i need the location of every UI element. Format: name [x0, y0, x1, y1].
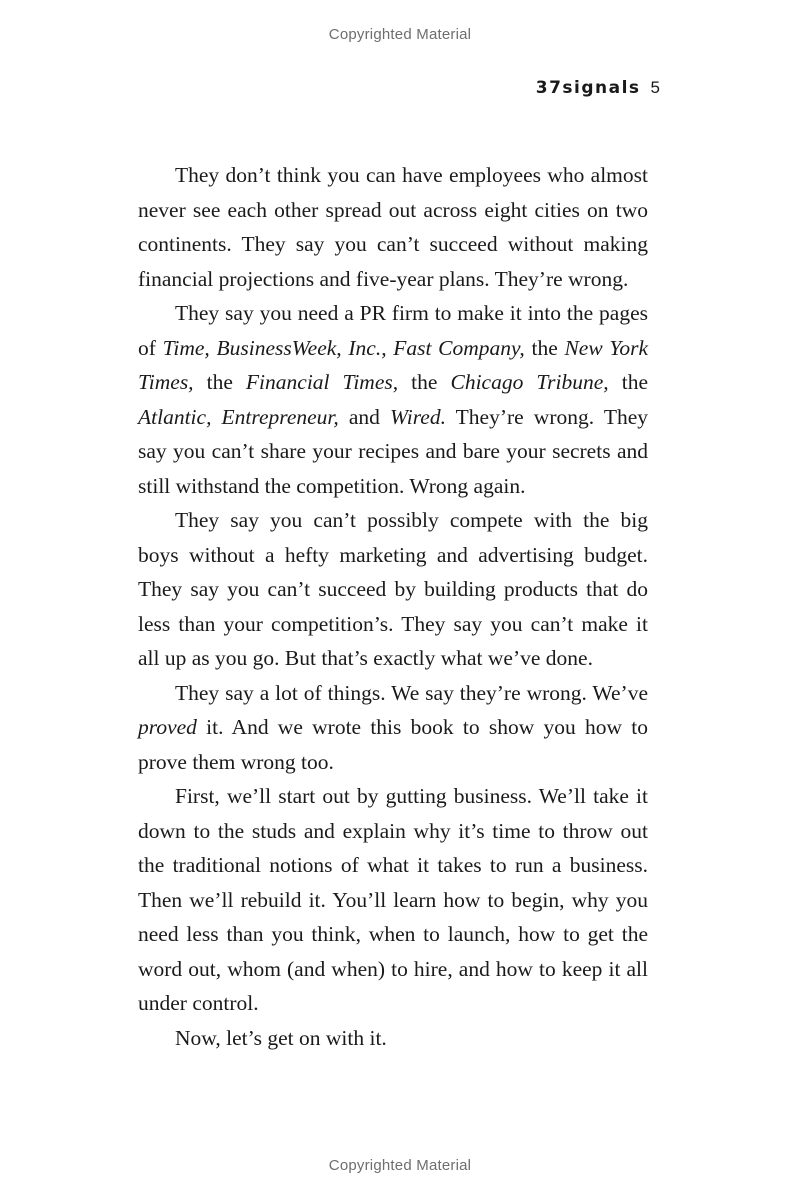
body-text	[138, 158, 648, 1055]
italic-run: New York Times,	[138, 335, 648, 394]
paragraph-6	[138, 1021, 648, 1056]
running-head	[536, 78, 660, 98]
running-head-title: 37signals	[535, 78, 641, 98]
text-run: They’re wrong. They say you can’t share your recipes and bare your secrets and still withstand the competition. Wrong again.	[138, 404, 649, 498]
text-run: First, we’ll start out by gutting business. We’ll take it down to the studs and explain why it’s time to throw out the traditional notions of what it takes to run a business. Then we’ll rebuild it. You’ll learn how to begin, why you need less than you think, when to launch, how to get the word out, whom (and when) to hire, and how to keep it all under control.	[138, 784, 648, 1015]
text-run: They don’t think you can have employees who almost never see each other spread out across eight cities on two continents. They say you can’t succeed without making financial projections and five-year plans. They’re wrong.	[138, 163, 648, 291]
page-number: 5	[650, 78, 660, 97]
paragraph-3	[138, 503, 648, 676]
text-run: Now, let’s get on with it.	[175, 1025, 387, 1050]
text-run: the	[193, 370, 246, 394]
paragraph-1	[138, 158, 648, 296]
paragraph-2	[138, 296, 648, 503]
text-run: They say you can’t possibly compete with the big boys without a hefty marketing and advertising budget. They say you can’t succeed by building products that do less than your competition’s. They say you can’t make it all up as you go. But that’s exactly what we’ve done.	[138, 508, 648, 670]
italic-run: proved	[138, 715, 197, 739]
text-run: the	[608, 370, 648, 394]
italic-run: Atlantic, Entrepreneur,	[138, 404, 339, 429]
italic-run: Time, BusinessWeek, Inc., Fast Company,	[162, 335, 525, 360]
paragraph-5	[138, 779, 648, 1021]
italic-run: Chicago Tribune,	[450, 370, 609, 394]
text-run: They say a lot of things. We say they’re wrong. We’ve	[175, 680, 648, 705]
copyright-watermark-bottom: Copyrighted Material	[328, 1157, 472, 1174]
text-run: the	[398, 370, 451, 394]
text-run: They say you need a PR firm to make it into the pages of	[138, 301, 648, 360]
text-run: the	[524, 335, 565, 360]
text-run: it. And we wrote this book to show you how to prove them wrong too.	[138, 715, 648, 774]
paragraph-4	[138, 676, 648, 780]
copyright-watermark-top: Copyrighted Material	[328, 26, 472, 43]
italic-run: Financial Times,	[245, 370, 399, 394]
italic-run: Wired.	[390, 404, 446, 429]
text-run: and	[338, 404, 391, 429]
